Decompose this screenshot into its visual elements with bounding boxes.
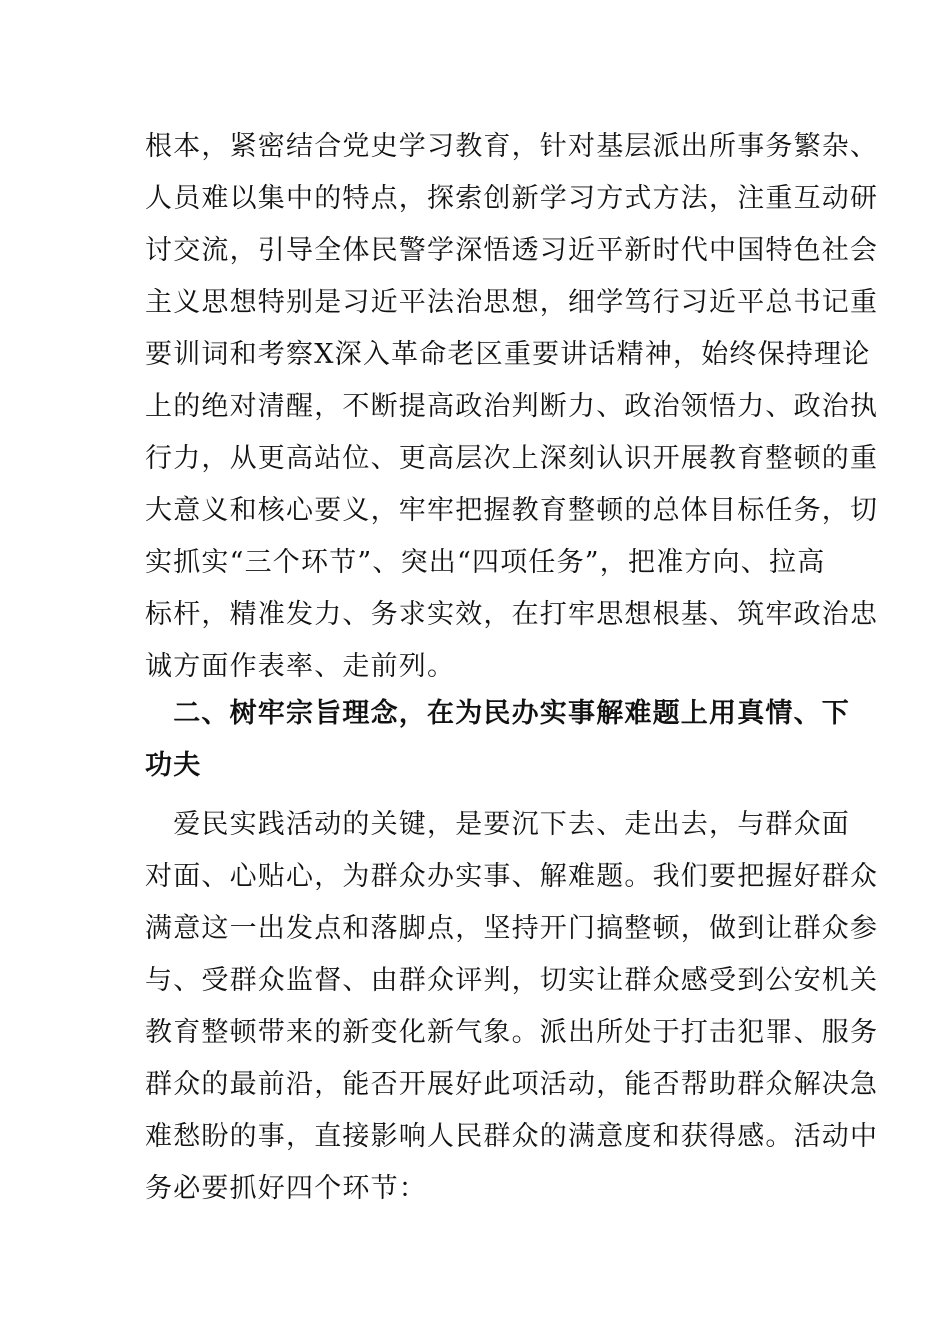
text-line: 难愁盼的事，直接影响人民群众的满意度和获得感。活动中 (145, 1121, 879, 1152)
text-line: 爱民实践活动的关键，是要沉下去、走出去，与群众面 (145, 809, 850, 840)
body-paragraph-2 (145, 799, 879, 1215)
text-line: 标杆，精准发力、务求实效，在打牢思想根基、筑牢政治忠 (145, 599, 879, 630)
body-paragraph-1 (145, 121, 879, 693)
section-heading-2 (145, 688, 850, 792)
text-line: 实抓实“三个环节”、突出“四项任务”，把准方向、拉高 (145, 547, 826, 578)
text-line: 人员难以集中的特点，探索创新学习方式方法，注重互动研 (145, 183, 879, 214)
text-line: 满意这一出发点和落脚点，坚持开门搞整顿，做到让群众参 (145, 913, 879, 944)
text-line: 上的绝对清醒，不断提高政治判断力、政治领悟力、政治执 (145, 391, 879, 422)
text-line: 行力，从更高站位、更高层次上深刻认识开展教育整顿的重 (145, 443, 879, 474)
text-line: 诚方面作表率、走前列。 (145, 651, 456, 682)
text-line: 对面、心贴心，为群众办实事、解难题。我们要把握好群众 (145, 861, 879, 892)
text-line: 讨交流，引导全体民警学深悟透习近平新时代中国特色社会 (145, 235, 879, 266)
heading-line: 二、树牢宗旨理念，在为民办实事解难题上用真情、下 (145, 698, 850, 729)
text-line: 群众的最前沿，能否开展好此项活动，能否帮助群众解决急 (145, 1069, 879, 1100)
text-line: 根本，紧密结合党史学习教育，针对基层派出所事务繁杂、 (145, 131, 879, 162)
text-line: 要训词和考察X深入革命老区重要讲话精神，始终保持理论 (145, 339, 871, 370)
text-line: 与、受群众监督、由群众评判，切实让群众感受到公安机关 (145, 965, 879, 996)
heading-line: 功夫 (145, 750, 202, 781)
text-line: 教育整顿带来的新变化新气象。派出所处于打击犯罪、服务 (145, 1017, 879, 1048)
text-line: 大意义和核心要义，牢牢把握教育整顿的总体目标任务，切 (145, 495, 879, 526)
text-line: 主义思想特别是习近平法治思想，细学笃行习近平总书记重 (145, 287, 879, 318)
text-line: 务必要抓好四个环节： (145, 1173, 427, 1204)
